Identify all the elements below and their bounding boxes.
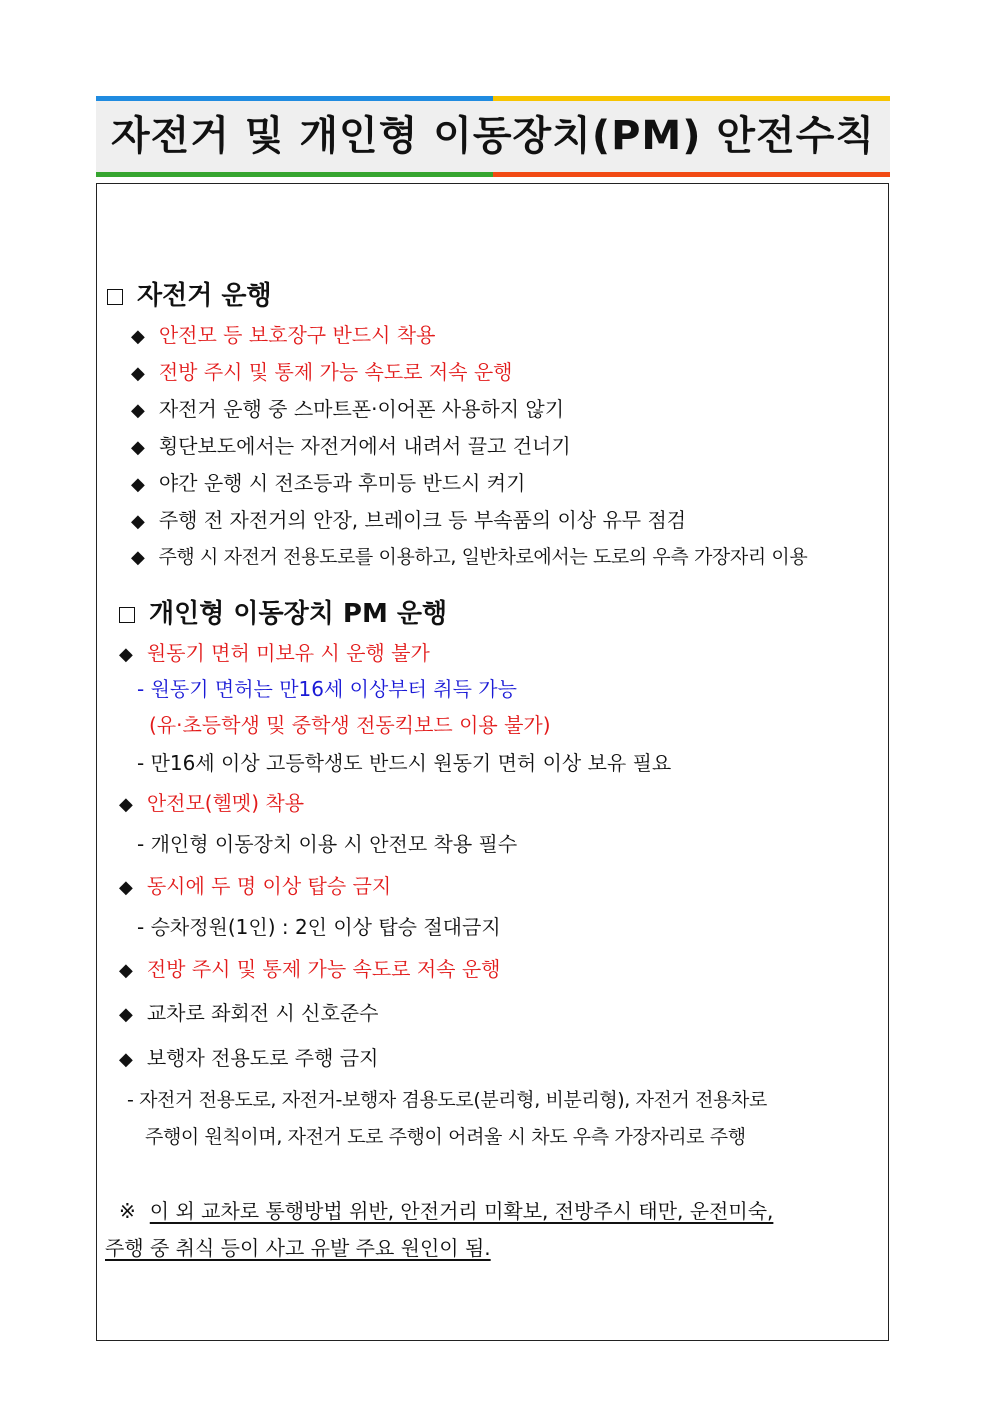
diamond-bullet-icon: ◆ [131, 474, 145, 495]
diamond-bullet-icon: ◆ [119, 1004, 133, 1025]
bicycle-item: ◆ 전방 주시 및 통제 가능 속도로 저속 운행 [131, 360, 513, 384]
pm-license-sub: - 원동기 면허는 만16세 이상부터 취득 가능 [137, 677, 517, 701]
pm-speed-item: ◆ 전방 주시 및 통제 가능 속도로 저속 운행 [119, 957, 501, 981]
checkbox-square-icon [119, 607, 135, 623]
diamond-bullet-icon: ◆ [119, 877, 133, 898]
pm-sidewalk-item: ◆ 보행자 전용도로 주행 금지 [119, 1046, 379, 1070]
pm-sidewalk-sub: 주행이 원칙이며, 자전거 도로 주행이 어려울 시 차도 우측 가장자리로 주행 [145, 1126, 746, 1148]
diamond-bullet-icon: ◆ [119, 644, 133, 665]
diamond-bullet-icon: ◆ [131, 326, 145, 347]
diamond-bullet-icon: ◆ [119, 960, 133, 981]
bicycle-item: ◆ 주행 시 자전거 전용도로를 이용하고, 일반차로에서는 도로의 우측 가장자리 이용 [131, 546, 808, 568]
bicycle-item: ◆ 안전모 등 보호장구 반드시 착용 [131, 323, 436, 347]
note-line-1: ※ 이 외 교차로 통행방법 위반, 안전거리 미확보, 전방주시 태만, 운전미숙, [119, 1199, 774, 1223]
title-bar-bottom [96, 172, 890, 177]
pm-helmet-item: ◆ 안전모(헬멧) 착용 [119, 791, 305, 815]
pm-ride-sub: - 승차정원(1인) : 2인 이상 탑승 절대금지 [137, 915, 501, 939]
diamond-bullet-icon: ◆ [131, 547, 145, 568]
diamond-bullet-icon: ◆ [131, 363, 145, 384]
bicycle-item: ◆ 자전거 운행 중 스마트폰·이어폰 사용하지 않기 [131, 397, 565, 421]
pm-license-sub: (유·초등학생 및 중학생 전동킥보드 이용 불가) [149, 713, 551, 737]
note-line-2: 주행 중 취식 등이 사고 유발 주요 원인이 됨. [105, 1236, 491, 1260]
pm-helmet-sub: - 개인형 이동장치 이용 시 안전모 착용 필수 [137, 832, 518, 856]
title-block [96, 96, 890, 178]
bicycle-item: ◆ 야간 운행 시 전조등과 후미등 반드시 켜기 [131, 471, 526, 495]
checkbox-square-icon [107, 289, 123, 305]
diamond-bullet-icon: ◆ [119, 1049, 133, 1070]
pm-license-item: ◆ 원동기 면허 미보유 시 운행 불가 [119, 641, 430, 665]
page-title: 자전거 및 개인형 이동장치(PM) 안전수칙 [111, 113, 875, 159]
bicycle-heading: 자전거 운행 [107, 280, 272, 312]
bicycle-item: ◆ 주행 전 자전거의 안장, 브레이크 등 부속품의 이상 유무 점검 [131, 508, 687, 532]
diamond-bullet-icon: ◆ [131, 437, 145, 458]
reference-mark-icon: ※ [119, 1199, 136, 1223]
diamond-bullet-icon: ◆ [131, 511, 145, 532]
diamond-bullet-icon: ◆ [119, 794, 133, 815]
pm-heading: 개인형 이동장치 PM 운행 [119, 598, 447, 630]
diamond-bullet-icon: ◆ [131, 400, 145, 421]
pm-ride-item: ◆ 동시에 두 명 이상 탑승 금지 [119, 874, 392, 898]
pm-sidewalk-sub: - 자전거 전용도로, 자전거-보행자 겸용도로(분리형, 비분리형), 자전거 전용차로 [127, 1089, 767, 1111]
pm-license-sub: - 만16세 이상 고등학생도 반드시 원동기 면허 이상 보유 필요 [137, 751, 672, 775]
pm-signal-item: ◆ 교차로 좌회전 시 신호준수 [119, 1001, 379, 1025]
bicycle-item: ◆ 횡단보도에서는 자전거에서 내려서 끌고 건너기 [131, 434, 571, 458]
